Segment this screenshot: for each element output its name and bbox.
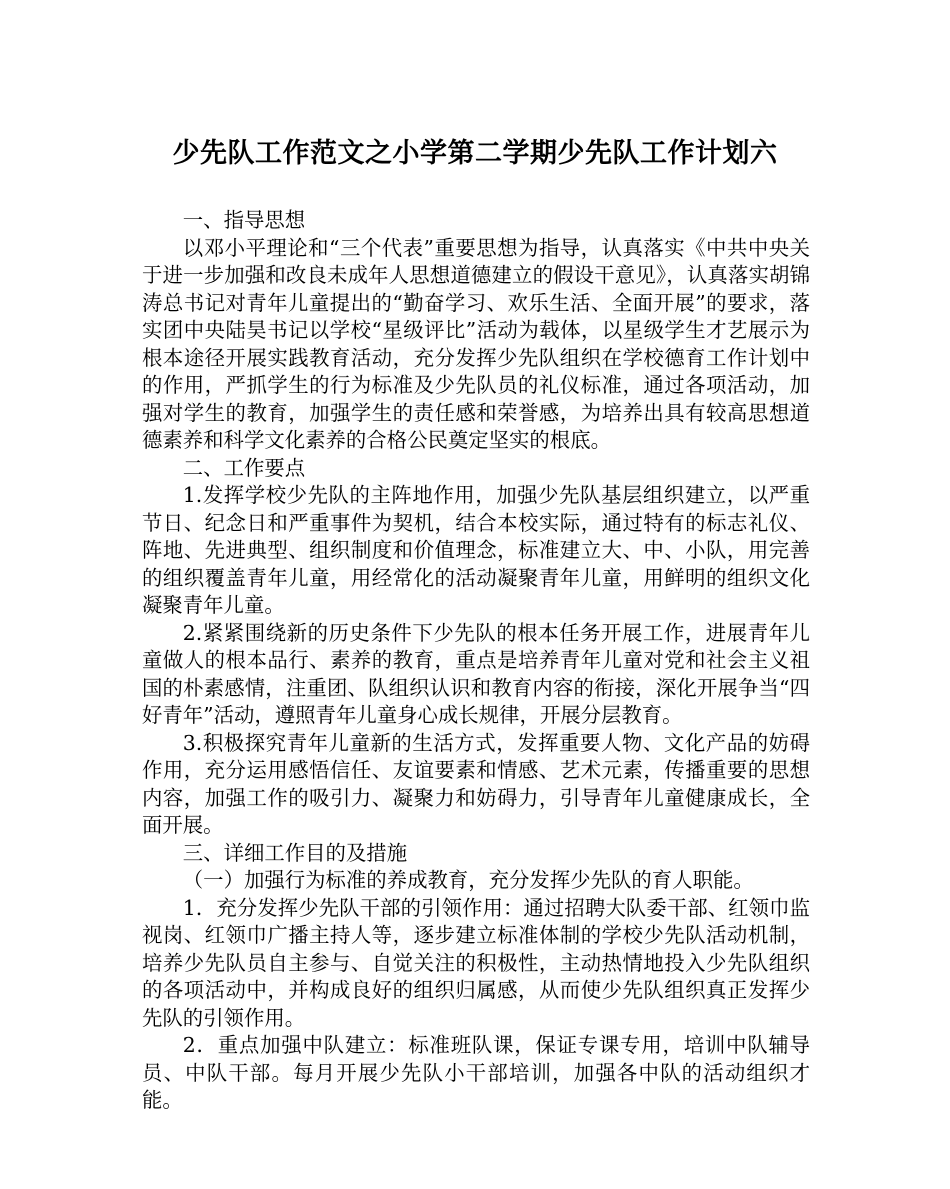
section-heading-guiding-thought: 一、指导思想 <box>182 208 306 232</box>
document-body <box>142 207 810 1115</box>
document-title: 少先队工作范文之小学第二学期少先队工作计划六 <box>172 138 778 169</box>
paragraph-guiding-thought: 以邓小平理论和“三个代表”重要思想为指导，认真落实《中共中央关于进一步加强和改良未成年人思想道德建立的假设干意见》，认真落实胡锦涛总书记对青年儿童提出的“勤奋学习、欢乐生活、全面开展”的要求，落实团中央陆昊书记以学校“星级评比”活动为载体，以星级学生才艺展示为根本途径开展实践教育活动，充分发挥少先队组织在学校德育工作计划中的作用，严抓学生的行为标准及少先队员的礼仪标准，通过各项活动，加强对学生的教育，加强学生的责任感和荣誉感，为培养出具有较高思想道德素养和科学文化素养的合格公民奠定坚实的根底。 <box>142 235 810 452</box>
paragraph-measure-2: 2．重点加强中队建立：标准班队课，保证专课专用，培训中队辅导员、中队干部。每月开展少先队小干部培训，加强各中队的活动组织才能。 <box>142 1033 810 1112</box>
paragraph-work-point-3: 3.积极探究青年儿童新的生活方式，发挥重要人物、文化产品的妨碍作用，充分运用感悟信任、友谊要素和情感、艺术元素，传播重要的思想内容，加强工作的吸引力、凝聚力和妨碍力，引导青年儿童健康成长，全面开展。 <box>142 730 810 837</box>
paragraph-work-point-1: 1.发挥学校少先队的主阵地作用，加强少先队基层组织建立，以严重节日、纪念日和严重事件为契机，结合本校实际，通过特有的标志礼仪、阵地、先进典型、组织制度和价值理念，标准建立大、中、小队，用完善的组织覆盖青年儿童，用经常化的活动凝聚青年儿童，用鲜明的组织文化凝聚青年儿童。 <box>142 483 810 617</box>
section-heading-work-points: 二、工作要点 <box>182 455 306 480</box>
section-heading-goals-measures: 三、详细工作目的及措施 <box>182 840 408 865</box>
paragraph-measure-1: 1．充分发挥少先队干部的引领作用：通过招聘大队委干部、红领巾监视岗、红领巾广播主持人等，逐步建立标准体制的学校少先队活动机制，培养少先队员自主参与、自觉关注的积极性，主动热情地投入少先队组织的各项活动中，并构成良好的组织归属感，从而使少先队组织真正发挥少先队的引领作用。 <box>142 895 810 1030</box>
paragraph-work-point-2: 2.紧紧围绕新的历史条件下少先队的根本任务开展工作，进展青年儿童做人的根本品行、素养的教育，重点是培养青年儿童对党和社会主义祖国的朴素感情，注重团、队组织认识和教育内容的衔接，深化开展争当“四好青年”活动，遵照青年儿童身心成长规律，开展分层教育。 <box>142 620 810 727</box>
subsection-heading-behavior-education: （一）加强行为标准的养成教育，充分发挥少先队的育人职能。 <box>182 868 754 892</box>
